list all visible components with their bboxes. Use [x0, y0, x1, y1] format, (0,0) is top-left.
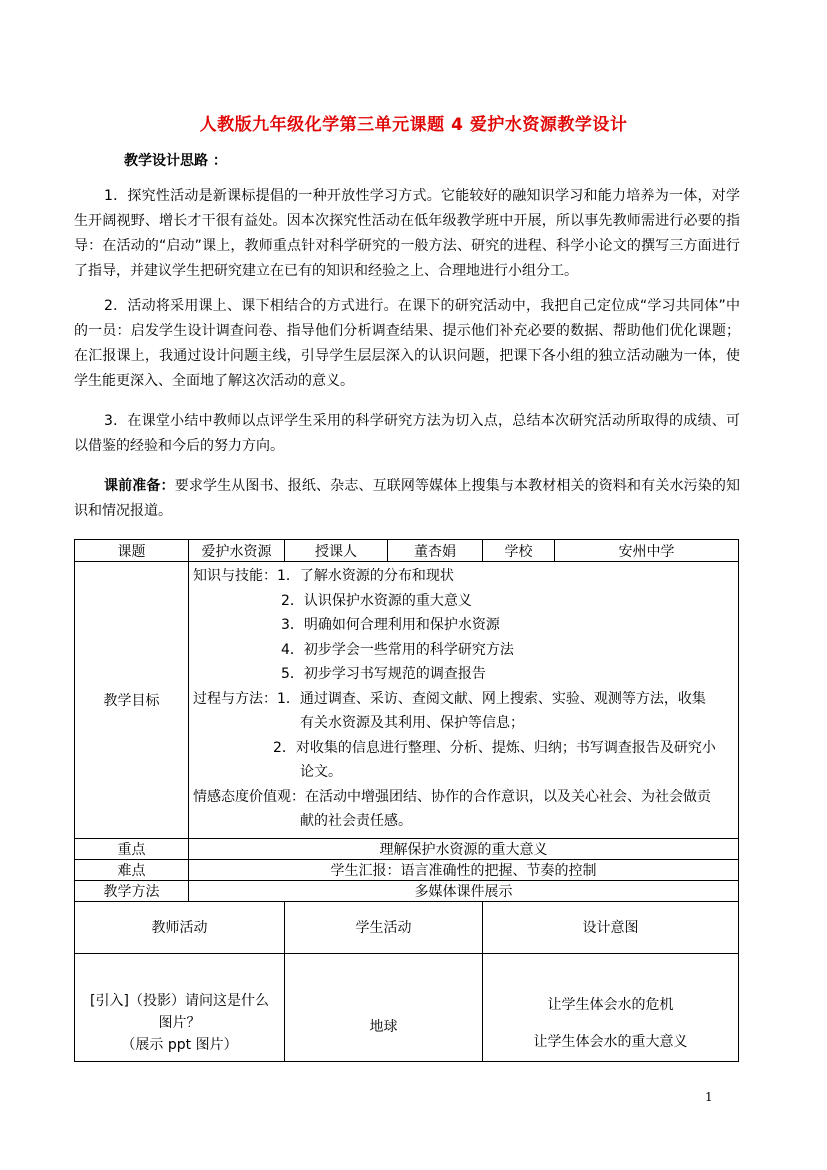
goal-line: 知识与技能：1．了解水资源的分布和现状 [193, 568, 454, 584]
goals-label: 教学目标 [75, 562, 189, 839]
page-number: 1 [705, 1090, 713, 1104]
school-label: 学校 [483, 540, 555, 562]
teacher-activity-line: 图片？ [158, 1015, 201, 1031]
col-header-student: 学生活动 [285, 901, 483, 953]
goal-line: 论文。 [300, 764, 342, 780]
prep-label: 课前准备： [104, 478, 175, 494]
key-label: 重点 [75, 838, 189, 859]
table-row [75, 859, 739, 880]
design-intent-line: 让学生体会水的重大意义 [533, 1033, 688, 1050]
goal-line: 2．对收集的信息进行整理、分析、提炼、归纳；书写调查报告及研究小 [273, 739, 716, 756]
teacher-label: 授课人 [285, 540, 388, 562]
teacher-activity-line: （展示 ppt 图片） [121, 1037, 238, 1053]
teacher-activity [75, 953, 285, 1061]
topic-value: 爱护水资源 [189, 540, 285, 562]
student-activity: 地球 [285, 953, 483, 1061]
goal-line: 过程与方法：1．通过调查、采访、查阅文献、网上搜索、实验、观测等方法，收集 [193, 690, 706, 707]
table-row [75, 901, 739, 953]
goal-line: 5．初步学习书写规范的调查报告 [281, 666, 486, 682]
goal-line: 4．初步学会一些常用的科学研究方法 [281, 641, 514, 658]
goals-content [189, 562, 739, 839]
table-row [75, 540, 739, 562]
method-label: 教学方法 [75, 880, 189, 901]
paragraph-1: 1．探究性活动是新课标提倡的一种开放性学习方式。它能较好的融知识学习和能力培养为一体，对学生开阔视野、增长才干很有益处。因本次探究性活动在低年级教学班中开展，所以事先教师需进行必要的指导：在活动的“启动”课上，教师重点针对科学研究的一般方法、研究的进程、科学小论文的撰写三方面进行了指导，并建议学生把研究建立在已有的知识和经验之上、合理地进行小组分工。 [74, 188, 740, 279]
prep-text: 要求学生从图书、报纸、杂志、互联网等媒体上搜集与本教材相关的资料和有关水污染的知识和情况报道。 [74, 478, 741, 519]
teacher-activity-line: [引入]（投影）请问这是什么 [90, 993, 269, 1009]
design-intent-line: 让学生体会水的危机 [547, 996, 674, 1013]
prep-paragraph [74, 474, 740, 524]
topic-label: 课题 [75, 540, 189, 562]
table-row [75, 562, 739, 839]
teacher-value: 董杏娟 [388, 540, 483, 562]
col-header-intent: 设计意图 [483, 901, 739, 953]
col-header-teacher: 教师活动 [75, 901, 285, 953]
design-heading: 教学设计思路 ： [124, 153, 227, 169]
paragraph-2: 2．活动将采用课上、课下相结合的方式进行。在课下的研究活动中，我把自己定位成“学习共同体”中的一员：启发学生设计调查问卷、指导他们分析调查结果、提示他们补充必要的数据、帮助他们优化课题；在汇报课上，我通过设计问题主线，引导学生层层深入的认识问题，把课下各小组的独立活动融为一体，使学生能更深入、全面地了解这次活动的意义。 [74, 298, 740, 389]
school-value: 安州中学 [555, 540, 739, 562]
table-row [75, 838, 739, 859]
document-title: 人教版九年级化学第三单元课题 4 爱护水资源教学设计 [199, 115, 628, 135]
table-row [75, 953, 739, 1061]
paragraph-3: 3．在课堂小结中教师以点评学生采用的科学研究方法为切入点，总结本次研究活动所取得的成绩、可以借鉴的经验和今后的努力方向。 [74, 413, 740, 454]
goal-line: 情感态度价值观：在活动中增强团结、协作的合作意识，以及关心社会、为社会做贡 [193, 788, 711, 805]
difficulty-value: 学生汇报：语言准确性的把握、节奏的控制 [189, 859, 739, 880]
difficulty-label: 难点 [75, 859, 189, 880]
goal-line: 有关水资源及其利用、保护等信息； [300, 715, 524, 731]
key-value: 理解保护水资源的重大意义 [189, 838, 739, 859]
method-value: 多媒体课件展示 [189, 880, 739, 901]
goal-line: 献的社会责任感。 [300, 813, 412, 829]
goal-line: 3．明确如何合理利用和保护水资源 [281, 617, 500, 633]
lesson-plan-table [74, 539, 739, 1062]
design-intent [483, 953, 739, 1061]
table-row [75, 880, 739, 901]
goal-line: 2．认识保护水资源的重大意义 [281, 592, 472, 609]
